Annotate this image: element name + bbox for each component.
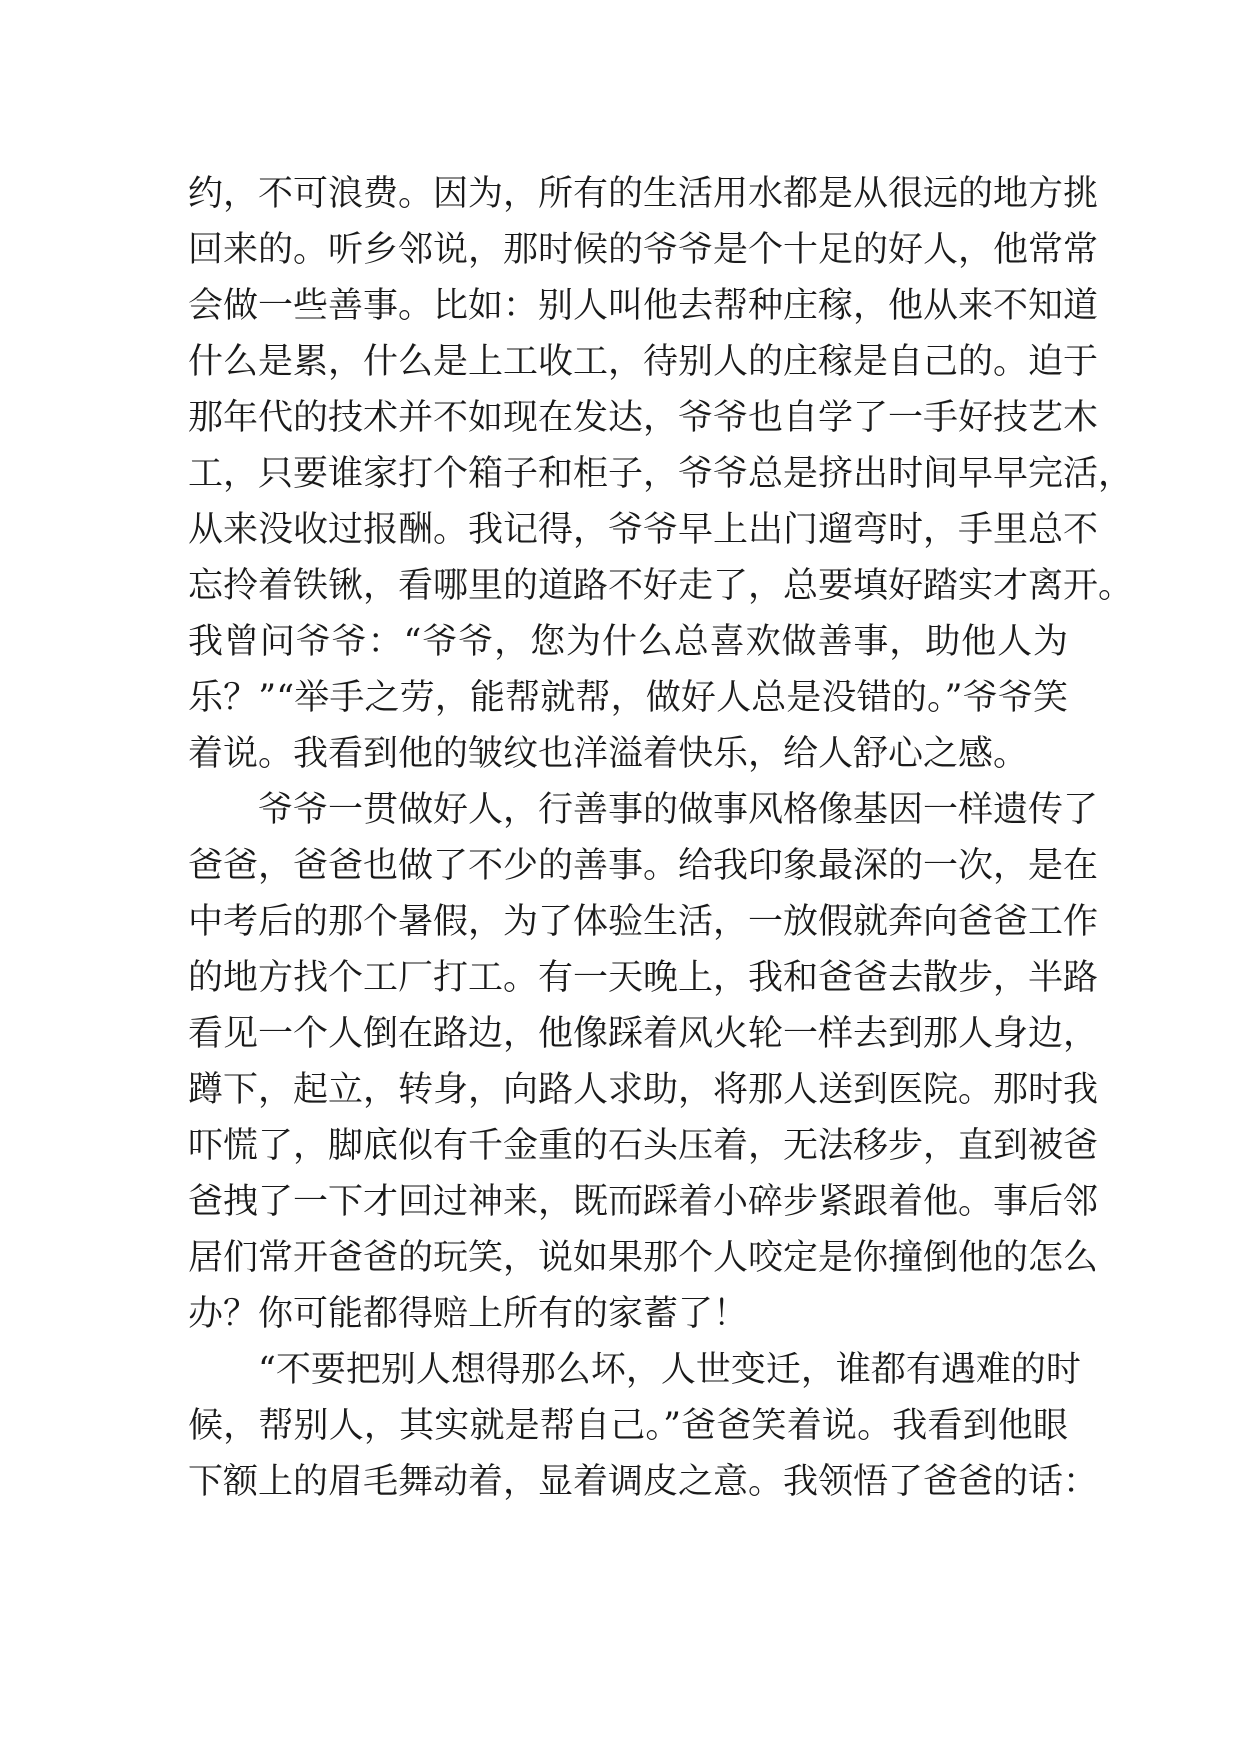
p1-line-5: 那年代的技术并不如现在发达，爷爷也自学了一手好技艺木: [188, 398, 1099, 438]
p2-line-10: 办？你可能都得赔上所有的家蓄了！: [188, 1294, 749, 1334]
p1-line-8: 忘拎着铁锹，看哪里的道路不好走了，总要填好踏实才离开。: [188, 566, 1134, 606]
p2-line-4: 的地方找个工厂打工。有一天晚上，我和爸爸去散步，半路: [188, 958, 1099, 998]
p1-line-4: 什么是累，什么是上工收工，待别人的庄稼是自己的。迫于: [188, 342, 1099, 382]
p2-line-6: 蹲下，起立，转身，向路人求助，将那人送到医院。那时我: [188, 1070, 1099, 1110]
p2-line-3: 中考后的那个暑假，为了体验生活，一放假就奔向爸爸工作: [188, 902, 1099, 942]
p1-line-9: 我曾问爷爷：“爷爷，您为什么总喜欢做善事，助他人为: [188, 622, 1068, 662]
p1-line-7: 从来没收过报酬。我记得，爷爷早上出门遛弯时，手里总不: [188, 510, 1099, 550]
p2-line-5: 看见一个人倒在路边，他像踩着风火轮一样去到那人身边，: [188, 1014, 1099, 1054]
body-text: [188, 166, 1134, 1510]
p2-line-2: 爸爸，爸爸也做了不少的善事。给我印象最深的一次，是在: [188, 846, 1099, 886]
p1-line-6: 工，只要谁家打个箱子和柜子，爷爷总是挤出时间早早完活，: [188, 454, 1134, 494]
p1-line-2: 回来的。听乡邻说，那时候的爷爷是个十足的好人，他常常: [188, 230, 1099, 270]
p1-line-11: 着说。我看到他的皱纹也洋溢着快乐，给人舒心之感。: [188, 734, 1029, 774]
p2-line-7: 吓慌了，脚底似有千金重的石头压着，无法移步，直到被爸: [188, 1126, 1099, 1166]
p3-line-2: 候，帮别人，其实就是帮自己。”爸爸笑着说。我看到他眼: [188, 1406, 1068, 1446]
p2-line-9: 居们常开爸爸的玩笑，说如果那个人咬定是你撞倒他的怎么: [188, 1238, 1099, 1278]
p1-line-10: 乐？”“举手之劳，能帮就帮，做好人总是没错的。”爷爷笑: [188, 678, 1068, 718]
p2-line-8: 爸拽了一下才回过神来，既而踩着小碎步紧跟着他。事后邻: [188, 1182, 1099, 1222]
p3-line-1: “不要把别人想得那么坏，人世变迁，谁都有遇难的时: [258, 1350, 1081, 1390]
p2-line-1: 爷爷一贯做好人，行善事的做事风格像基因一样遗传了: [258, 790, 1099, 830]
p1-line-1: 约，不可浪费。因为，所有的生活用水都是从很远的地方挑: [188, 174, 1099, 214]
p1-line-3: 会做一些善事。比如：别人叫他去帮种庄稼，他从来不知道: [188, 286, 1099, 326]
p3-line-3: 下额上的眉毛舞动着，显着调皮之意。我领悟了爸爸的话：: [188, 1462, 1099, 1502]
